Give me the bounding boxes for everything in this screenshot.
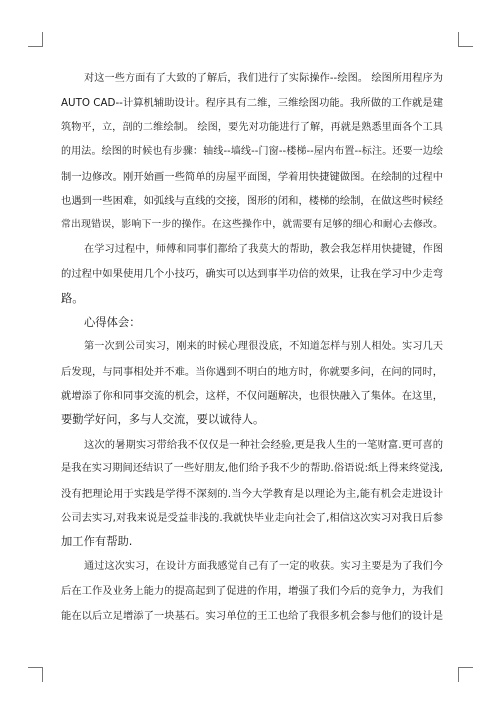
text-line: 通过这次实习，在设计方面我感觉自己有了一定的收获。实习主要是为了我们今 [84,560,443,572]
text-line: AUTO CAD--计算机辅助设计。程序具有二维，三维绘图功能。我所做的工作就是建 [61,97,443,110]
text-line: 没有把理论用于实践是学得不深刻的.当今大学教育是以理论为主,能有机会走进设计 [61,487,443,500]
text-line: 后发现，与同事相处并不难。当你遇到不明白的地方时，你就要多问，在问的同时， [61,365,443,378]
section-heading: 心得体会： [84,315,141,329]
crop-mark-bottom-right [458,667,473,682]
text-line: 在学习过程中，师傅和同事们都给了我莫大的帮助，教会我怎样用快捷键，作图 [84,243,443,255]
crop-mark-bottom-left [28,667,43,682]
text-line: 筑物平，立，剖的二维绘制。 绘图，要先对功能进行了解，再就是熟悉里面各个工具 [61,121,443,133]
text-line: 制一边修改。刚开始画一些简单的房屋平面图，学着用快捷键做图。在绘制的过程中 [61,170,443,183]
text-line: 路。 [61,291,84,305]
text-line: 常出现错误，影响下一步的操作。在这些操作中，就需要有足够的细心和耐心去修改。 [61,219,443,231]
text-line: 的过程中如果使用几个小技巧，确实可以达到事半功倍的效果，让我在学习中少走弯 [61,268,443,281]
text-line: 也遇到一些困难，如弧线与直线的交接，图形的闭和，楼梯的绘制，在做这些时候经 [61,194,443,207]
text-line: 就增添了你和同事交流的机会，这样，不仅问题解决，也很快融入了集体。在这里， [61,390,443,403]
text-line: 是我在实习期间还结识了一些好朋友,他们给予我不少的帮助.俗语说:纸上得来终觉浅, [61,463,443,475]
crop-mark-top-left [28,32,43,47]
text-line: 加工作有帮助. [61,535,133,549]
text-line: 的用法。绘图的时候也有步骤：轴线--墙线--门窗--楼梯--屋内布置--标注。还要一边绘 [61,146,443,158]
text-line: 第一次到公司实习，刚来的时候心理很没底，不知道怎样与别人相处。实习几天 [84,341,443,353]
text-line: 后在工作及业务上能力的提高起到了促进的作用，增强了我们今后的竞争力，为我们 [61,585,443,598]
text-line: 公司去实习,对我来说是受益非浅的.我就快毕业走向社会了,相信这次实习对我日后参 [61,512,443,525]
body-text [61,67,443,628]
crop-mark-top-right [458,32,473,47]
text-line: 要勤学好问，多与人交流，要以诚待人。 [61,413,265,427]
text-line: 能在以后立足增添了一块基石。实习单位的王工也给了我很多机会参与他们的设计是 [61,609,443,622]
text-line: 对这一些方面有了大致的了解后，我们进行了实际操作--绘图。 绘图所用程序为 [84,73,443,84]
text-line: 这次的暑期实习带给我不仅仅是一种社会经验,更是我人生的一笔财富.更可喜的 [84,438,443,451]
